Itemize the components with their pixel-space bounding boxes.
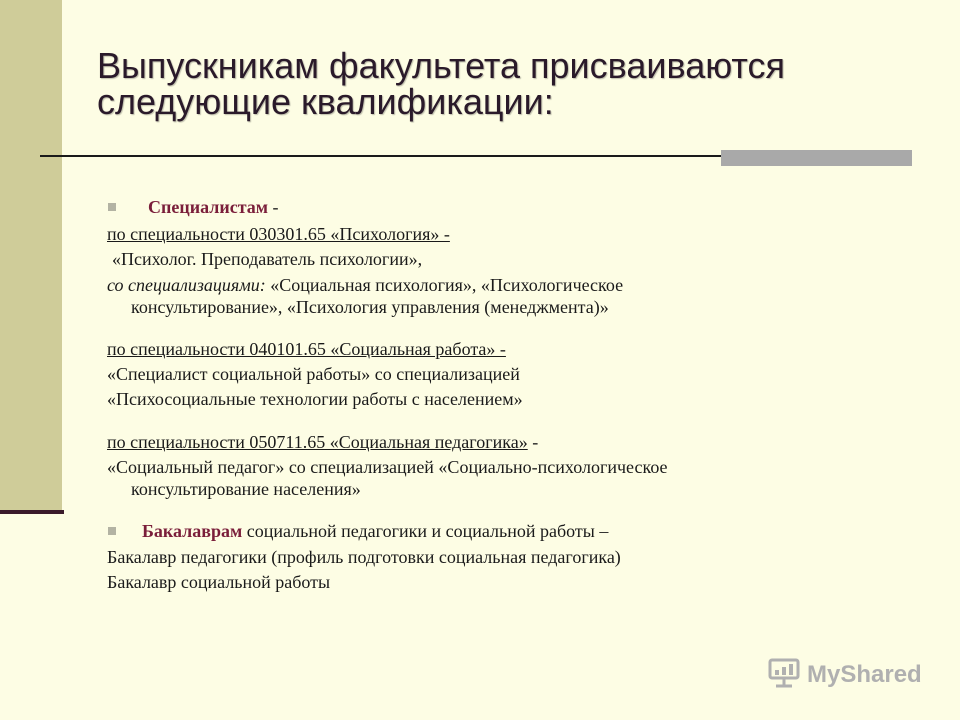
- social-pedagogy-spec-row: [107, 431, 538, 453]
- social-pedagogy-dash: -: [527, 432, 539, 452]
- psychology-specializations: [107, 274, 623, 296]
- bachelors-line-2: Бакалавр социальной работы: [107, 572, 331, 592]
- specializations-prefix: со специализациями:: [107, 275, 266, 295]
- slide-title: [97, 45, 917, 122]
- specialists-label: Специалистам: [148, 197, 269, 217]
- title-line-1: Выпускникам факультета присваиваются: [97, 45, 786, 86]
- presentation-icon: [767, 656, 801, 695]
- social-work-line-2: «Психосоциальные технологии работы с населением»: [107, 389, 523, 409]
- watermark-logo: [767, 657, 922, 693]
- bachelors-rest: социальной педагогики и социальной работы –: [242, 521, 609, 541]
- psychology-qualification: «Психолог. Преподаватель психологии»,: [112, 249, 423, 269]
- title-line-2: следующие квалификации:: [97, 81, 554, 122]
- social-pedagogy-line-2: консультирование населения»: [131, 479, 361, 499]
- specializations-line-2: консультирование», «Психология управления (менеджмента)»: [131, 297, 609, 317]
- watermark-text: MyShared: [807, 661, 922, 688]
- bachelors-label: Бакалаврам: [142, 521, 243, 541]
- side-decor-line: [0, 510, 64, 514]
- specialists-heading: [148, 196, 279, 218]
- bachelors-heading: [142, 520, 608, 542]
- title-divider-accent: [721, 150, 912, 166]
- social-work-spec: по специальности 040101.65 «Социальная работа» -: [107, 339, 506, 359]
- specialists-dash: -: [268, 197, 279, 217]
- bullet-icon: [108, 527, 116, 535]
- psychology-spec: по специальности 030301.65 «Психология» -: [107, 224, 450, 244]
- side-decor-bar: [0, 0, 62, 512]
- social-pedagogy-spec: по специальности 050711.65 «Социальная педагогика»: [107, 432, 528, 452]
- specializations-line-1: «Социальная психология», «Психологическое: [265, 275, 624, 295]
- bullet-icon: [108, 203, 116, 211]
- social-pedagogy-line-1: «Социальный педагог» со специализацией «Социально-психологическое: [107, 457, 668, 477]
- social-work-line-1: «Специалист социальной работы» со специализацией: [107, 364, 520, 384]
- bachelors-line-1: Бакалавр педагогики (профиль подготовки социальная педагогика): [107, 547, 621, 567]
